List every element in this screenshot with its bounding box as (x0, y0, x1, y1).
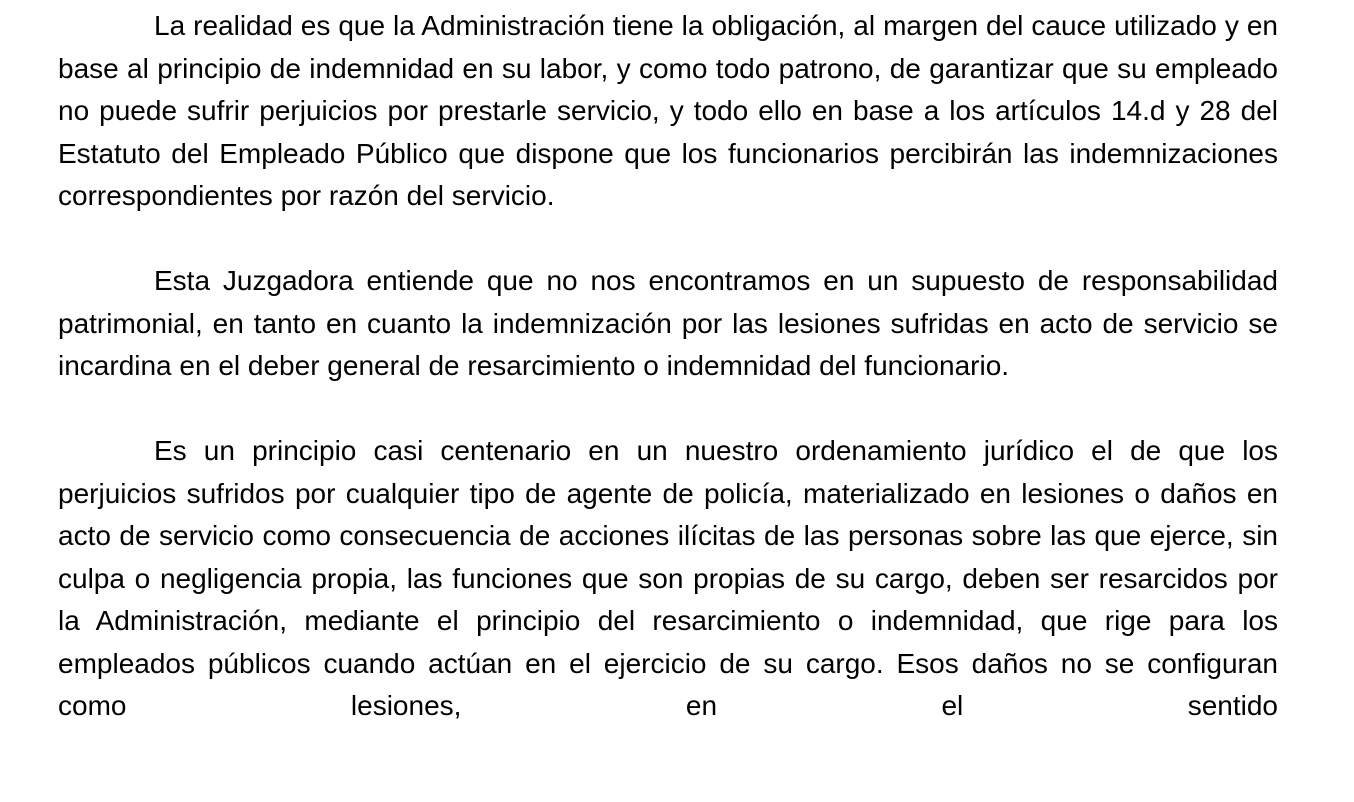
document-page (58, 5, 1278, 728)
paragraph-centenary-principle: Es un principio casi centenario en un nuestro ordenamiento jurídico el de que los perjuicios sufridos por cualquier tipo de agente de policía, materializado en lesiones o daños en acto de servicio como consecuencia de acciones ilícitas de las personas sobre las que ejerce, sin culpa o negligencia propia, las funciones que son propias de su cargo, deben ser resarcidos por la Administración, mediante el principio del resarcimiento o indemnidad, que rige para los empleados públicos cuando actúan en el ejercicio de su cargo. Esos daños no se configuran como lesiones, en el sentido (58, 435, 1278, 721)
paragraph-judge-opinion: Esta Juzgadora entiende que no nos encontramos en un supuesto de responsabilidad patrimonial, en tanto en cuanto la indemnización por las lesiones sufridas en acto de servicio se incardina en el deber general de resarcimiento o indemnidad del funcionario. (58, 265, 1278, 381)
paragraph-administration-obligation: La realidad es que la Administración tiene la obligación, al margen del cauce utilizado y en base al principio de indemnidad en su labor, y como todo patrono, de garantizar que su empleado no puede sufrir perjuicios por prestarle servicio, y todo ello en base a los artículos 14.d y 28 del Estatuto del Empleado Público que dispone que los funcionarios percibirán las indemnizaciones correspondientes por razón del servicio. (58, 10, 1278, 211)
